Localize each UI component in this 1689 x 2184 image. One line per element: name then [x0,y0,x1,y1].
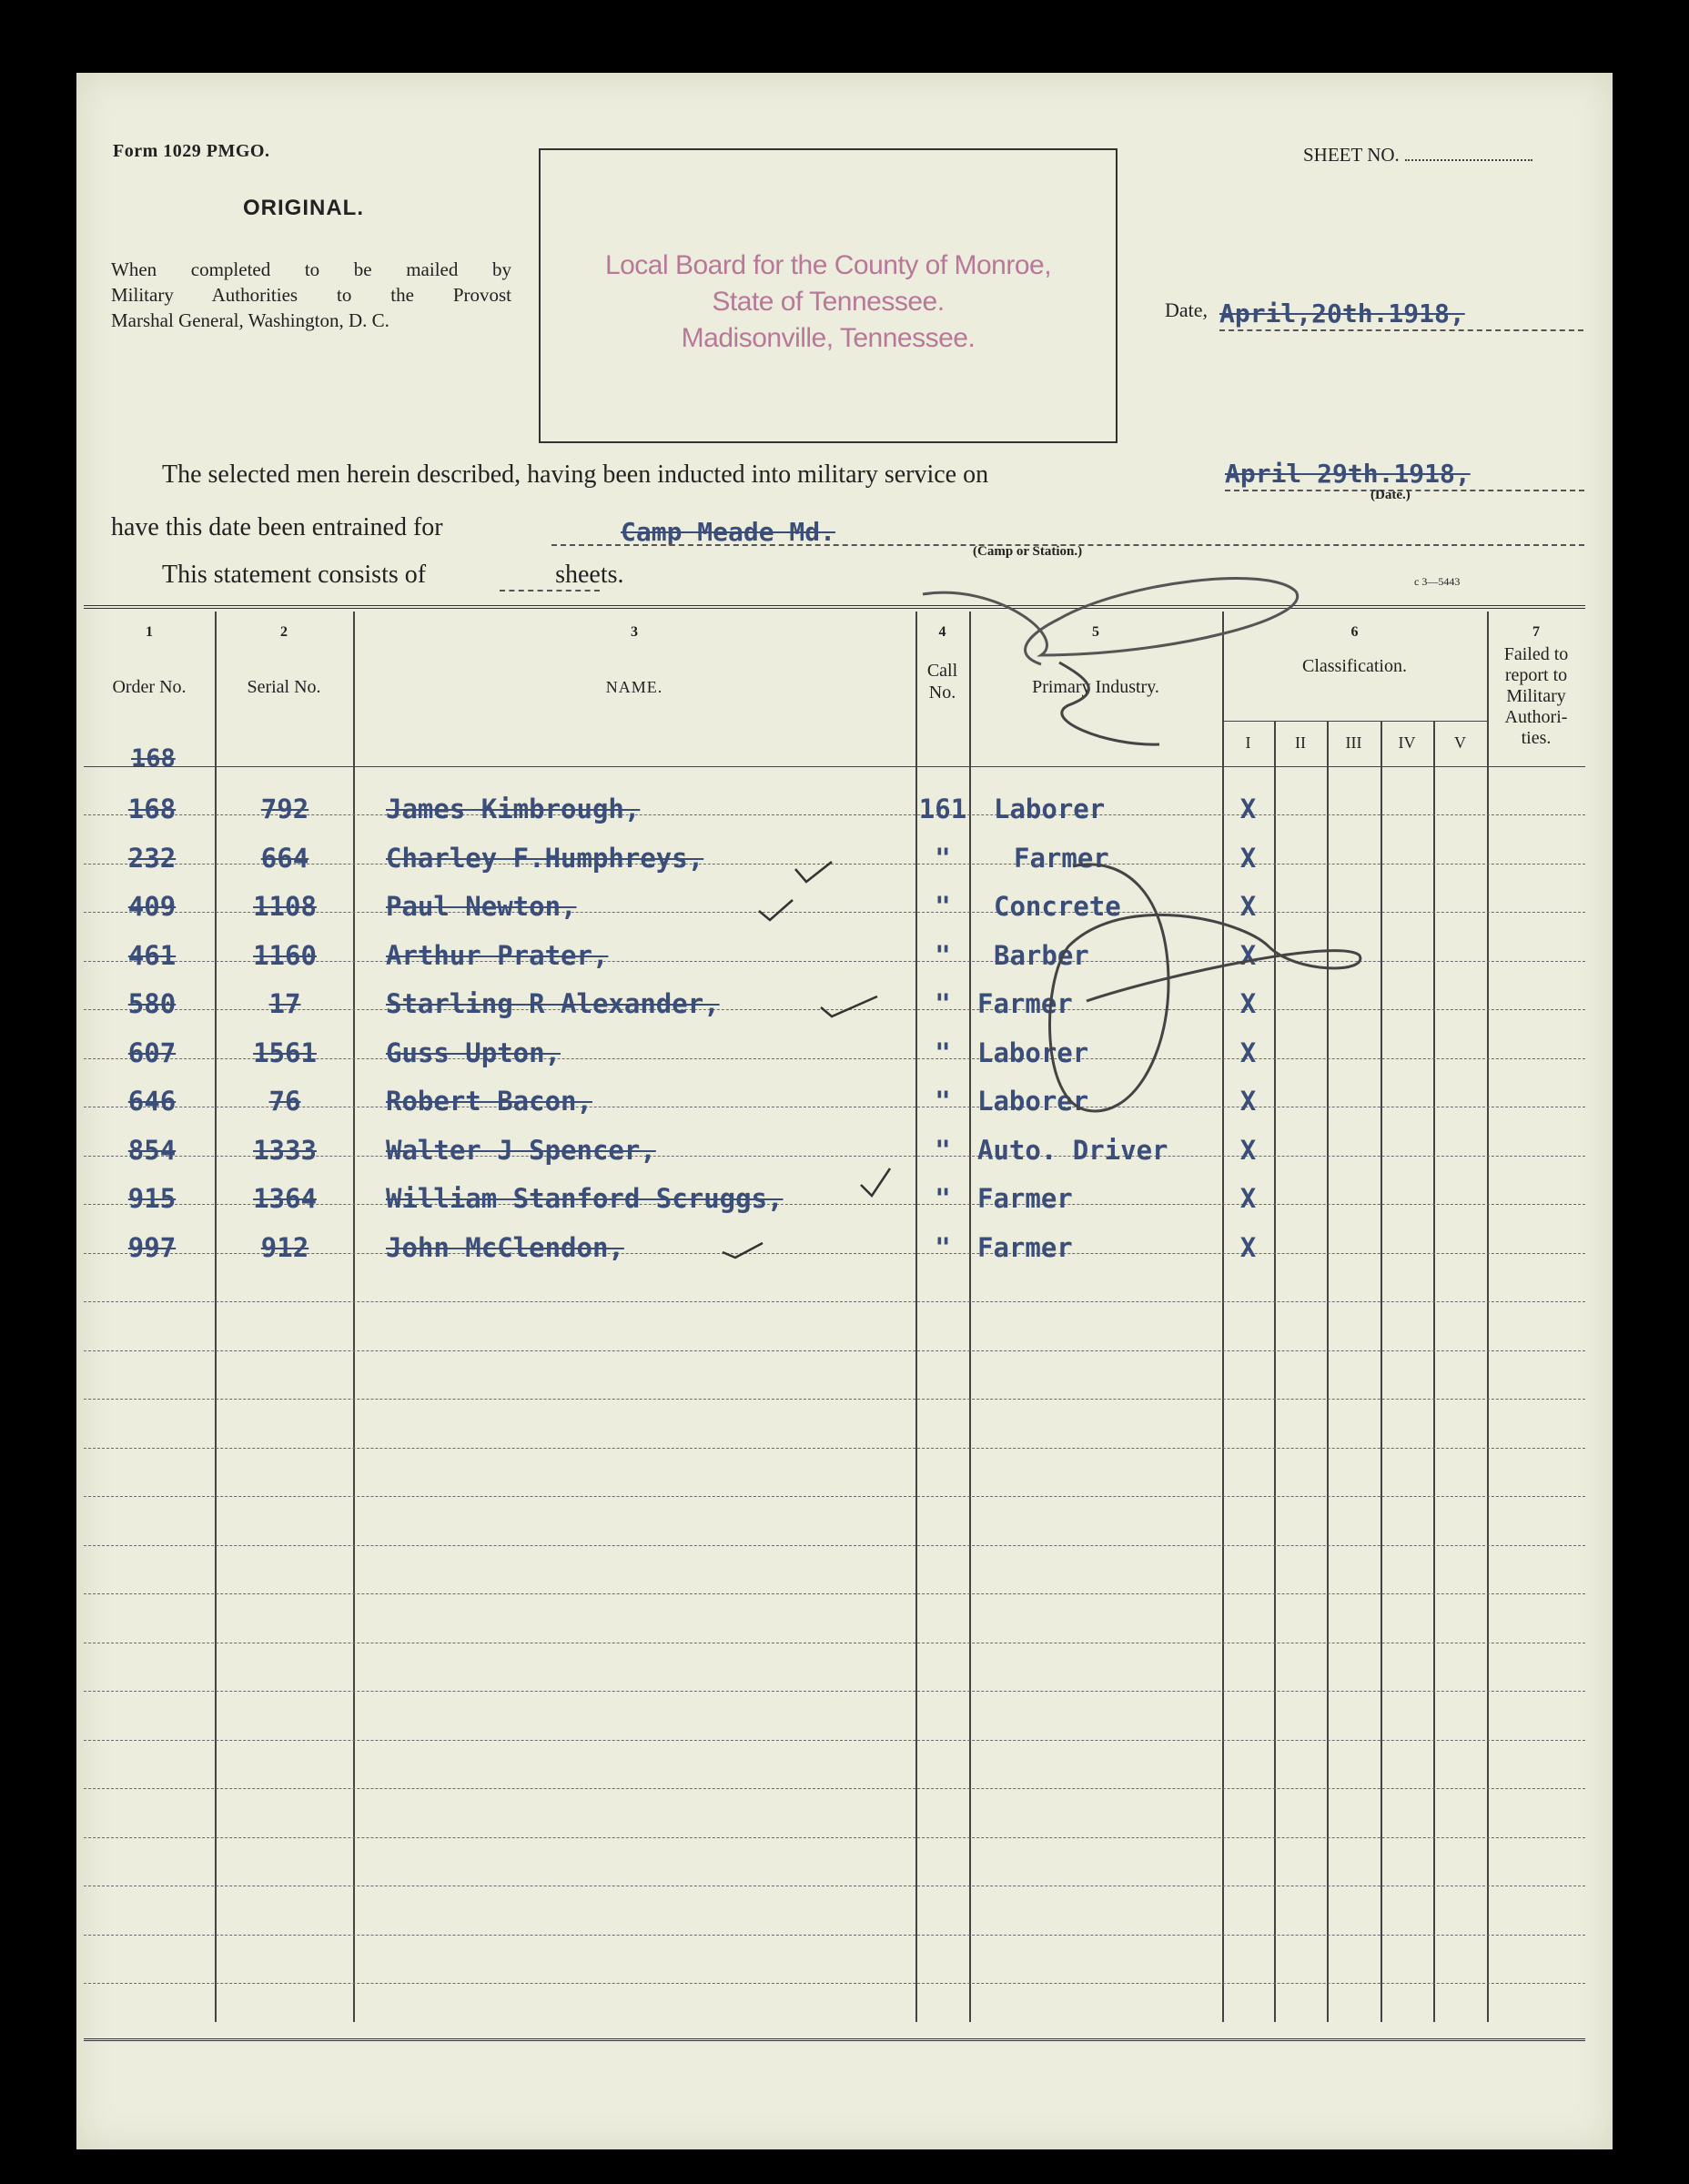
order-number-cell: 232 [127,842,177,874]
header-order-no: Order No. [112,677,187,697]
name-cell: Charley F.Humphreys, [386,842,704,874]
name-cell: Robert Bacon, [386,1086,592,1117]
serial-number-cell: 1561 [253,1036,317,1068]
original-label: ORIGINAL. [243,196,364,220]
call-number-cell: " [935,1183,951,1214]
column-number: 3 [631,624,638,640]
order-number-cell: 915 [127,1183,177,1214]
sheet-number-label: SHEET NO. [1303,144,1400,166]
header-failed-line: ties. [1521,728,1552,748]
primary-industry-cell: Farmer [977,1231,1073,1263]
primary-industry-cell: Laborer [977,1086,1089,1117]
class-i-mark-cell: X [1239,794,1257,824]
primary-industry-cell: Auto. Driver [977,1134,1168,1166]
primary-industry-cell: Laborer [994,794,1106,824]
mailing-line: Military Authorities to the Provost [111,284,511,306]
statement-line-2: have this date been entrained for [111,513,443,541]
serial-number-cell: 912 [260,1231,309,1263]
primary-industry-cell: Farmer [977,1183,1073,1214]
date-label: Date, [1165,298,1209,321]
primary-industry-cell: Farmer [1014,842,1109,874]
header-failed-line: report to [1504,665,1568,685]
name-cell: Walter J Spencer, [386,1134,656,1166]
stamp-line: Madisonville, Tennessee. [681,323,976,353]
header-order-note: 168 [131,744,176,773]
check-mark [759,900,793,920]
primary-industry-cell: Concrete [994,891,1121,922]
statement-line-3-start: This statement consists of [162,561,427,589]
call-number-cell: " [935,1231,951,1263]
name-cell: Guss Upton, [386,1036,561,1068]
check-mark [723,1243,763,1258]
name-cell: Starling R Alexander, [386,988,720,1019]
serial-number-cell: 76 [268,1086,301,1117]
header-class-ii: II [1295,733,1306,752]
stamp-line: State of Tennessee. [712,287,945,317]
mailing-line: When completed to be mailed by [111,258,511,280]
header-class-iv: IV [1398,733,1416,752]
mailing-line: Marshal General, Washington, D. C. [111,309,389,331]
call-number-cell: " [935,988,951,1019]
header-call-line: No. [928,682,956,703]
order-number-cell: 607 [127,1036,177,1068]
column-number: 5 [1092,624,1099,640]
order-number-cell: 461 [127,939,177,971]
check-mark [821,996,877,1016]
serial-number-cell: 1364 [253,1183,317,1214]
stamp-line: Local Board for the County of Monroe, [604,250,1052,280]
name-cell: Paul Newton, [386,891,577,922]
name-cell: John McClendon, [386,1231,624,1263]
class-i-mark-cell: X [1239,1134,1257,1166]
header-serial-no: Serial No. [247,677,321,697]
class-i-mark-cell: X [1239,1086,1257,1117]
class-i-mark-cell: X [1239,891,1257,922]
class-i-mark-cell: X [1239,1183,1257,1214]
print-code: c 3—5443 [1414,575,1461,588]
name-cell: James Kimbrough, [386,794,641,824]
order-number-cell: 646 [127,1086,177,1117]
pencil-scribble [1050,864,1360,1111]
call-number-cell: " [935,891,951,922]
class-i-mark-cell: X [1239,842,1257,874]
name-cell: William Stanford Scruggs, [386,1183,784,1214]
header-failed-line: Military [1506,686,1566,706]
order-number-cell: 997 [127,1231,177,1263]
header-class-v: V [1454,733,1466,752]
order-number-cell: 409 [127,891,177,922]
date-value: April,20th.1918, [1219,298,1465,329]
call-number-cell: 161 [918,794,967,824]
camp-value: Camp Meade Md. [621,517,836,547]
header-failed-line: Failed to [1503,644,1569,664]
class-i-mark-cell: X [1239,1036,1257,1068]
header-class-i: I [1245,733,1251,752]
registration-sheet [76,73,1613,2149]
class-i-mark-cell: X [1239,988,1257,1019]
name-cell: Arthur Prater, [386,939,609,971]
header-classification: Classification. [1302,656,1407,676]
form-number: Form 1029 PMGO. [113,141,270,161]
primary-industry-cell: Barber [994,939,1089,971]
serial-number-cell: 17 [268,988,301,1019]
statement-line-1: The selected men herein described, having been inducted into military service on [162,460,989,489]
call-number-cell: " [935,939,951,971]
column-number: 4 [938,624,946,640]
check-mark [795,862,832,882]
serial-number-cell: 792 [260,794,309,824]
inducted-date: April 29th.1918, [1225,459,1471,489]
pencil-annotations [76,73,1613,2149]
class-i-mark-cell: X [1239,1231,1257,1263]
check-mark [861,1168,890,1196]
pencil-scribble [923,579,1298,664]
call-number-cell: " [935,1086,951,1117]
order-number-cell: 580 [127,988,177,1019]
column-number: 6 [1350,624,1359,640]
serial-number-cell: 1160 [253,939,317,971]
call-number-cell: " [935,1036,951,1068]
order-number-cell: 168 [127,794,177,824]
statement-line-3-end: sheets. [555,561,624,589]
class-i-mark-cell: X [1239,939,1257,971]
serial-number-cell: 1333 [253,1134,317,1166]
pencil-scribble [1059,662,1159,744]
serial-number-cell: 1108 [253,891,317,922]
camp-sublabel: (Camp or Station.) [973,544,1083,559]
column-number: 7 [1532,624,1540,640]
header-class-iii: III [1345,733,1362,752]
column-number: 1 [146,624,153,640]
header-failed-line: Authori- [1504,707,1568,727]
column-number: 2 [280,624,288,640]
call-number-cell: " [935,1134,951,1166]
header-primary-industry: Primary Industry. [1032,677,1159,697]
primary-industry-cell: Laborer [977,1036,1089,1068]
serial-number-cell: 664 [260,842,309,874]
date-sublabel: (Date.) [1370,488,1411,502]
order-number-cell: 854 [127,1134,177,1166]
header-name: NAME. [605,678,663,696]
primary-industry-cell: Farmer [977,988,1073,1019]
header-call-line: Call [926,661,958,681]
call-number-cell: " [935,842,951,874]
